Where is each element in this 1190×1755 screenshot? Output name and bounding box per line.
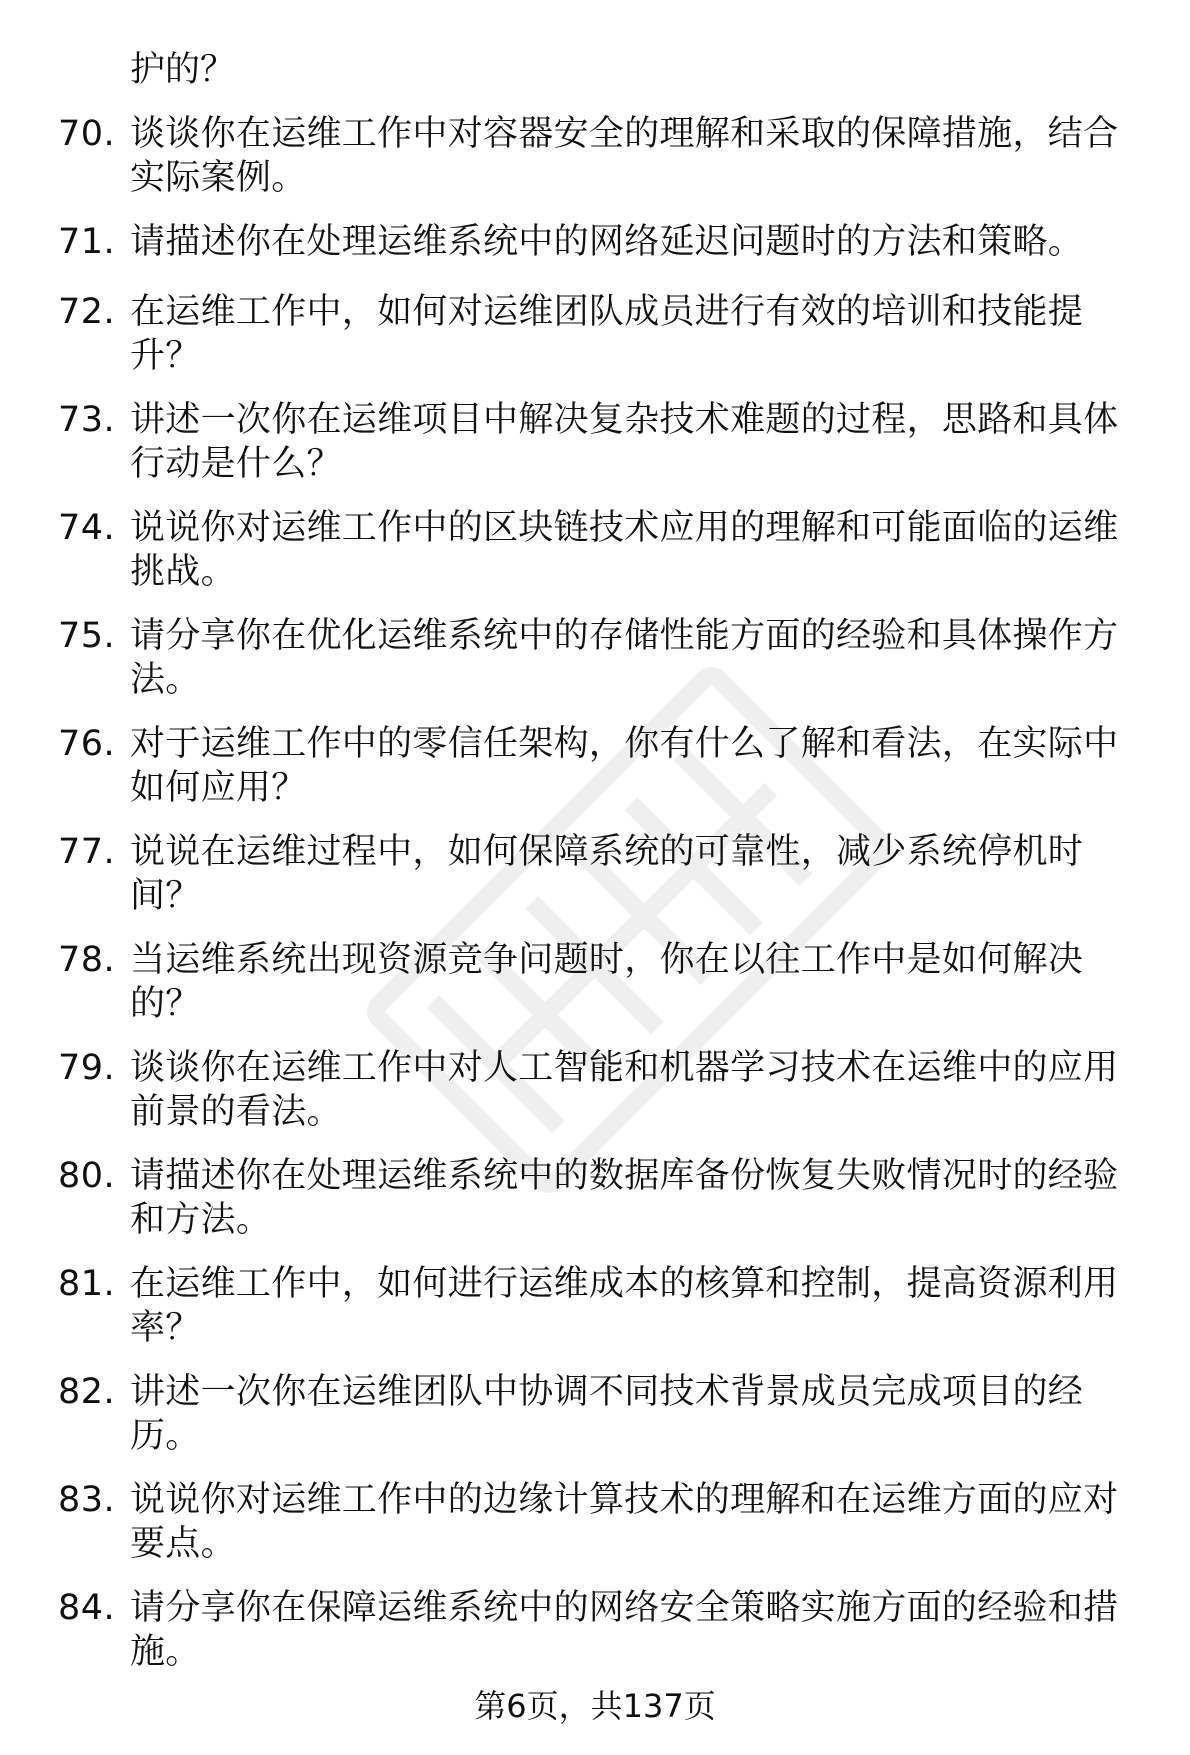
question-item (58, 1586, 1150, 1674)
question-number: 80. (58, 1156, 116, 1196)
question-item (58, 112, 1150, 200)
question-number: 74. (58, 508, 116, 548)
question-item (58, 1262, 1150, 1350)
question-text: 说说在运维过程中，如何保障系统的可靠性，减少系统停机时间？ (130, 832, 1084, 916)
question-text: 谈谈你在运维工作中对人工智能和机器学习技术在运维中的应用前景的看法。 (130, 1048, 1119, 1132)
question-text: 对于运维工作中的零信任架构，你有什么了解和看法，在实际中如何应用？ (130, 724, 1119, 808)
question-item (58, 1046, 1150, 1134)
question-item (58, 506, 1150, 594)
question-text: 说说你对运维工作中的边缘计算技术的理解和在运维方面的应对要点。 (130, 1480, 1119, 1564)
question-number: 72. (58, 292, 116, 332)
question-item (58, 220, 1150, 264)
question-item (58, 1154, 1150, 1242)
page-footer: 第6页，共137页 (474, 1687, 716, 1725)
question-number: 71. (58, 222, 116, 262)
question-item (58, 614, 1150, 702)
question-text: 讲述一次你在运维项目中解决复杂技术难题的过程，思路和具体行动是什么？ (130, 400, 1119, 484)
question-list (58, 112, 1150, 1694)
question-text: 请描述你在处理运维系统中的数据库备份恢复失败情况时的经验和方法。 (130, 1156, 1119, 1240)
question-number: 77. (58, 832, 116, 872)
question-text: 请分享你在优化运维系统中的存储性能方面的经验和具体操作方法。 (130, 616, 1119, 700)
question-item (58, 1370, 1150, 1458)
question-number: 78. (58, 940, 116, 980)
question-item (58, 722, 1150, 810)
question-number: 83. (58, 1480, 116, 1520)
question-text: 在运维工作中，如何进行运维成本的核算和控制，提高资源利用率？ (130, 1264, 1119, 1348)
question-number: 75. (58, 616, 116, 656)
question-item (58, 830, 1150, 918)
question-number: 82. (58, 1372, 116, 1412)
question-number: 73. (58, 400, 116, 440)
question-number: 76. (58, 724, 116, 764)
continued-question-text: 护的？ (130, 50, 236, 90)
question-text: 请描述你在处理运维系统中的网络延迟问题时的方法和策略。 (130, 222, 1084, 262)
question-number: 81. (58, 1264, 116, 1304)
question-text: 请分享你在保障运维系统中的网络安全策略实施方面的经验和措施。 (130, 1588, 1119, 1672)
question-number: 70. (58, 114, 116, 154)
question-text: 说说你对运维工作中的区块链技术应用的理解和可能面临的运维挑战。 (130, 508, 1119, 592)
question-text: 当运维系统出现资源竞争问题时，你在以往工作中是如何解决的？ (130, 940, 1084, 1024)
question-text: 谈谈你在运维工作中对容器安全的理解和采取的保障措施，结合实际案例。 (130, 114, 1119, 198)
question-number: 79. (58, 1048, 116, 1088)
question-text: 在运维工作中，如何对运维团队成员进行有效的培训和技能提升？ (130, 292, 1084, 376)
question-item (58, 938, 1150, 1026)
question-item (58, 290, 1150, 378)
question-text: 讲述一次你在运维团队中协调不同技术背景成员完成项目的经历。 (130, 1372, 1084, 1456)
question-item (58, 398, 1150, 486)
question-item (58, 1478, 1150, 1566)
question-number: 84. (58, 1588, 116, 1628)
